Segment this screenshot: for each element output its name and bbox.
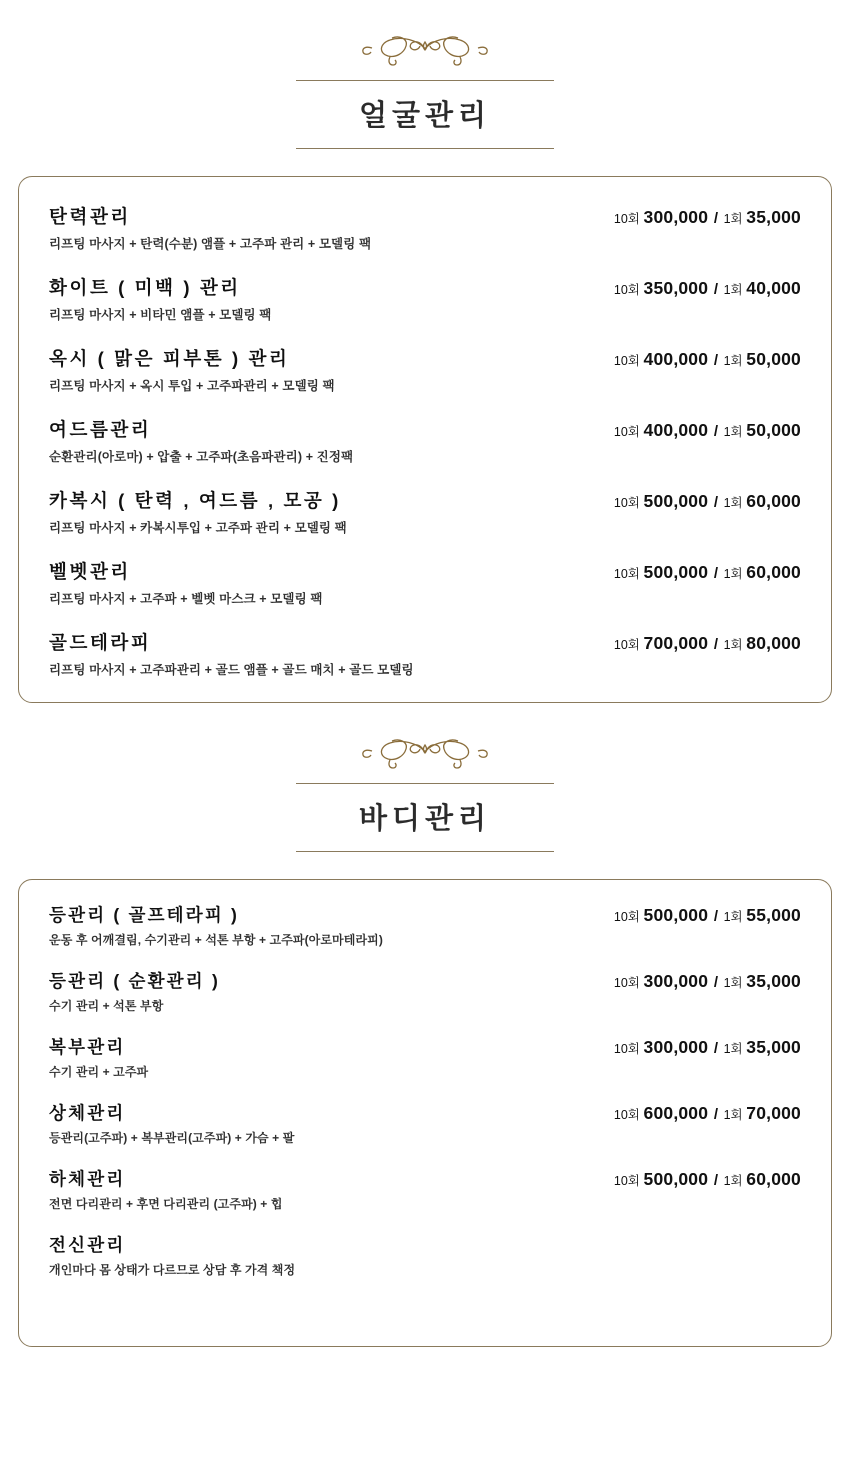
single-price: 60,000 [746, 1169, 801, 1189]
item-description: 전면 다리관리 + 후면 다리관리 (고주파) + 힙 [49, 1197, 283, 1211]
leader-dots [160, 644, 607, 645]
pack-price: 400,000 [643, 420, 709, 440]
item-name: 골드테라피 [49, 632, 152, 653]
item-description: 리프팅 마사지 + 탄력(수분) 앰플 + 고주파 관리 + 모델링 팩 [49, 237, 372, 251]
item-price [614, 491, 801, 512]
item-name: 탄력관리 [49, 206, 131, 227]
pack-label: 10회 [613, 425, 640, 439]
single-price: 35,000 [746, 1037, 801, 1057]
item-description: 리프팅 마사지 + 고주파 + 벨벳 마스크 + 모델링 팩 [49, 592, 323, 606]
item-description: 리프팅 마사지 + 고주파관리 + 골드 앰플 + 골드 매치 + 골드 모델링 [49, 663, 414, 677]
leader-dots [298, 360, 606, 361]
price-separator: / [713, 281, 718, 298]
price-separator: / [713, 565, 718, 582]
face-care-card [18, 176, 832, 703]
pack-label: 10회 [613, 354, 640, 368]
flourish-ornament [350, 729, 500, 775]
single-label: 1회 [723, 1042, 743, 1056]
item-price [614, 1103, 801, 1124]
item-description: 순환관리(아로마) + 압출 + 고주파(초음파관리) + 진정팩 [49, 450, 354, 464]
item-name: 하체관리 [49, 1169, 126, 1189]
single-label: 1회 [723, 283, 743, 297]
pack-price: 500,000 [643, 1169, 709, 1189]
pack-label: 10회 [613, 910, 640, 924]
leader-dots [248, 916, 607, 917]
leader-dots [134, 1114, 606, 1115]
single-price: 50,000 [746, 349, 801, 369]
price-separator: / [713, 1172, 718, 1189]
price-separator: / [713, 1106, 718, 1123]
menu-item [49, 1166, 801, 1212]
single-label: 1회 [723, 976, 743, 990]
pack-price: 350,000 [643, 278, 709, 298]
item-description: 리프팅 마사지 + 카복시투입 + 고주파 관리 + 모델링 팩 [49, 521, 347, 535]
item-name: 전신관리 [49, 1235, 126, 1255]
item-price [614, 1169, 801, 1190]
leader-dots [350, 502, 607, 503]
pack-label: 10회 [613, 1042, 640, 1056]
menu-item [49, 203, 801, 252]
menu-item [49, 558, 801, 607]
item-price [614, 1037, 801, 1058]
pack-label: 10회 [613, 1174, 640, 1188]
menu-item [49, 629, 801, 678]
single-price: 80,000 [746, 633, 801, 653]
item-name: 벨벳관리 [49, 561, 131, 582]
item-name: 옥시 ( 맑은 피부톤 ) 관리 [49, 348, 290, 369]
leader-dots [160, 431, 607, 432]
single-price: 60,000 [746, 562, 801, 582]
menu-item [49, 968, 801, 1014]
single-price: 50,000 [746, 420, 801, 440]
menu-item [49, 1100, 801, 1146]
pack-price: 400,000 [643, 349, 709, 369]
menu-item [49, 1232, 801, 1278]
flourish-ornament [350, 26, 500, 72]
price-separator: / [713, 636, 718, 653]
body-care-card [18, 879, 832, 1347]
section-title-block [296, 783, 554, 852]
item-name: 카복시 ( 탄력 , 여드름 , 모공 ) [49, 490, 341, 511]
item-name: 여드름관리 [49, 419, 152, 440]
single-label: 1회 [723, 638, 743, 652]
pack-label: 10회 [613, 976, 640, 990]
price-separator: / [713, 494, 718, 511]
leader-dots [140, 218, 607, 219]
section-header-body [0, 703, 850, 852]
pack-price: 500,000 [643, 491, 709, 511]
leader-dots [140, 573, 607, 574]
price-separator: / [713, 352, 718, 369]
single-price: 35,000 [746, 971, 801, 991]
single-price: 70,000 [746, 1103, 801, 1123]
single-price: 60,000 [746, 491, 801, 511]
pack-label: 10회 [613, 567, 640, 581]
item-name: 등관리 ( 순환관리 ) [49, 971, 220, 991]
item-description: 등관리(고주파) + 복부관리(고주파) + 가슴 + 팔 [49, 1131, 295, 1145]
pack-price: 500,000 [643, 562, 709, 582]
leader-dots [250, 289, 607, 290]
pack-price: 300,000 [643, 971, 709, 991]
menu-item [49, 345, 801, 394]
section-title: 바디관리 [358, 803, 492, 835]
item-price [614, 349, 801, 370]
price-separator: / [713, 423, 718, 440]
item-description: 수기 관리 + 고주파 [49, 1065, 149, 1079]
item-name: 등관리 ( 골프테라피 ) [49, 905, 240, 925]
item-price [614, 905, 801, 926]
menu-item [49, 1034, 801, 1080]
pack-label: 10회 [613, 1108, 640, 1122]
menu-item [49, 902, 801, 948]
price-separator: / [713, 974, 718, 991]
section-title-block [296, 80, 554, 149]
menu-item [49, 416, 801, 465]
price-separator: / [713, 1040, 718, 1057]
item-price [614, 278, 801, 299]
single-label: 1회 [723, 1108, 743, 1122]
item-price [614, 971, 801, 992]
single-price: 55,000 [746, 905, 801, 925]
single-label: 1회 [723, 910, 743, 924]
item-price [614, 633, 801, 654]
leader-dots [229, 982, 607, 983]
pack-label: 10회 [613, 496, 640, 510]
item-description: 운동 후 어깨결림, 수기관리 + 석톤 부항 + 고주파(아로마테라피) [49, 933, 383, 947]
pack-price: 300,000 [643, 1037, 709, 1057]
single-label: 1회 [723, 212, 743, 226]
pack-label: 10회 [613, 212, 640, 226]
leader-dots [134, 1180, 606, 1181]
menu-item [49, 274, 801, 323]
leader-dots [134, 1048, 606, 1049]
item-price [614, 207, 801, 228]
single-label: 1회 [723, 1174, 743, 1188]
item-description: 개인마다 몸 상태가 다르므로 상담 후 가격 책정 [49, 1263, 296, 1277]
item-price [614, 420, 801, 441]
single-price: 40,000 [746, 278, 801, 298]
pack-label: 10회 [613, 283, 640, 297]
pack-price: 300,000 [643, 207, 709, 227]
pack-price: 500,000 [643, 905, 709, 925]
item-name: 복부관리 [49, 1037, 126, 1057]
price-separator: / [713, 210, 718, 227]
pack-price: 700,000 [643, 633, 709, 653]
menu-item [49, 487, 801, 536]
item-description: 리프팅 마사지 + 옥시 투입 + 고주파관리 + 모델링 팩 [49, 379, 335, 393]
pack-label: 10회 [613, 638, 640, 652]
item-description: 수기 관리 + 석톤 부항 [49, 999, 164, 1013]
item-name: 화이트 ( 미백 ) 관리 [49, 277, 241, 298]
section-title: 얼굴관리 [358, 100, 492, 132]
single-price: 35,000 [746, 207, 801, 227]
pack-price: 600,000 [643, 1103, 709, 1123]
item-price [614, 562, 801, 583]
item-name: 상체관리 [49, 1103, 126, 1123]
single-label: 1회 [723, 425, 743, 439]
section-header-face [0, 0, 850, 149]
single-label: 1회 [723, 567, 743, 581]
single-label: 1회 [723, 354, 743, 368]
single-label: 1회 [723, 496, 743, 510]
item-description: 리프팅 마사지 + 비타민 앰플 + 모델링 팩 [49, 308, 272, 322]
price-separator: / [713, 908, 718, 925]
